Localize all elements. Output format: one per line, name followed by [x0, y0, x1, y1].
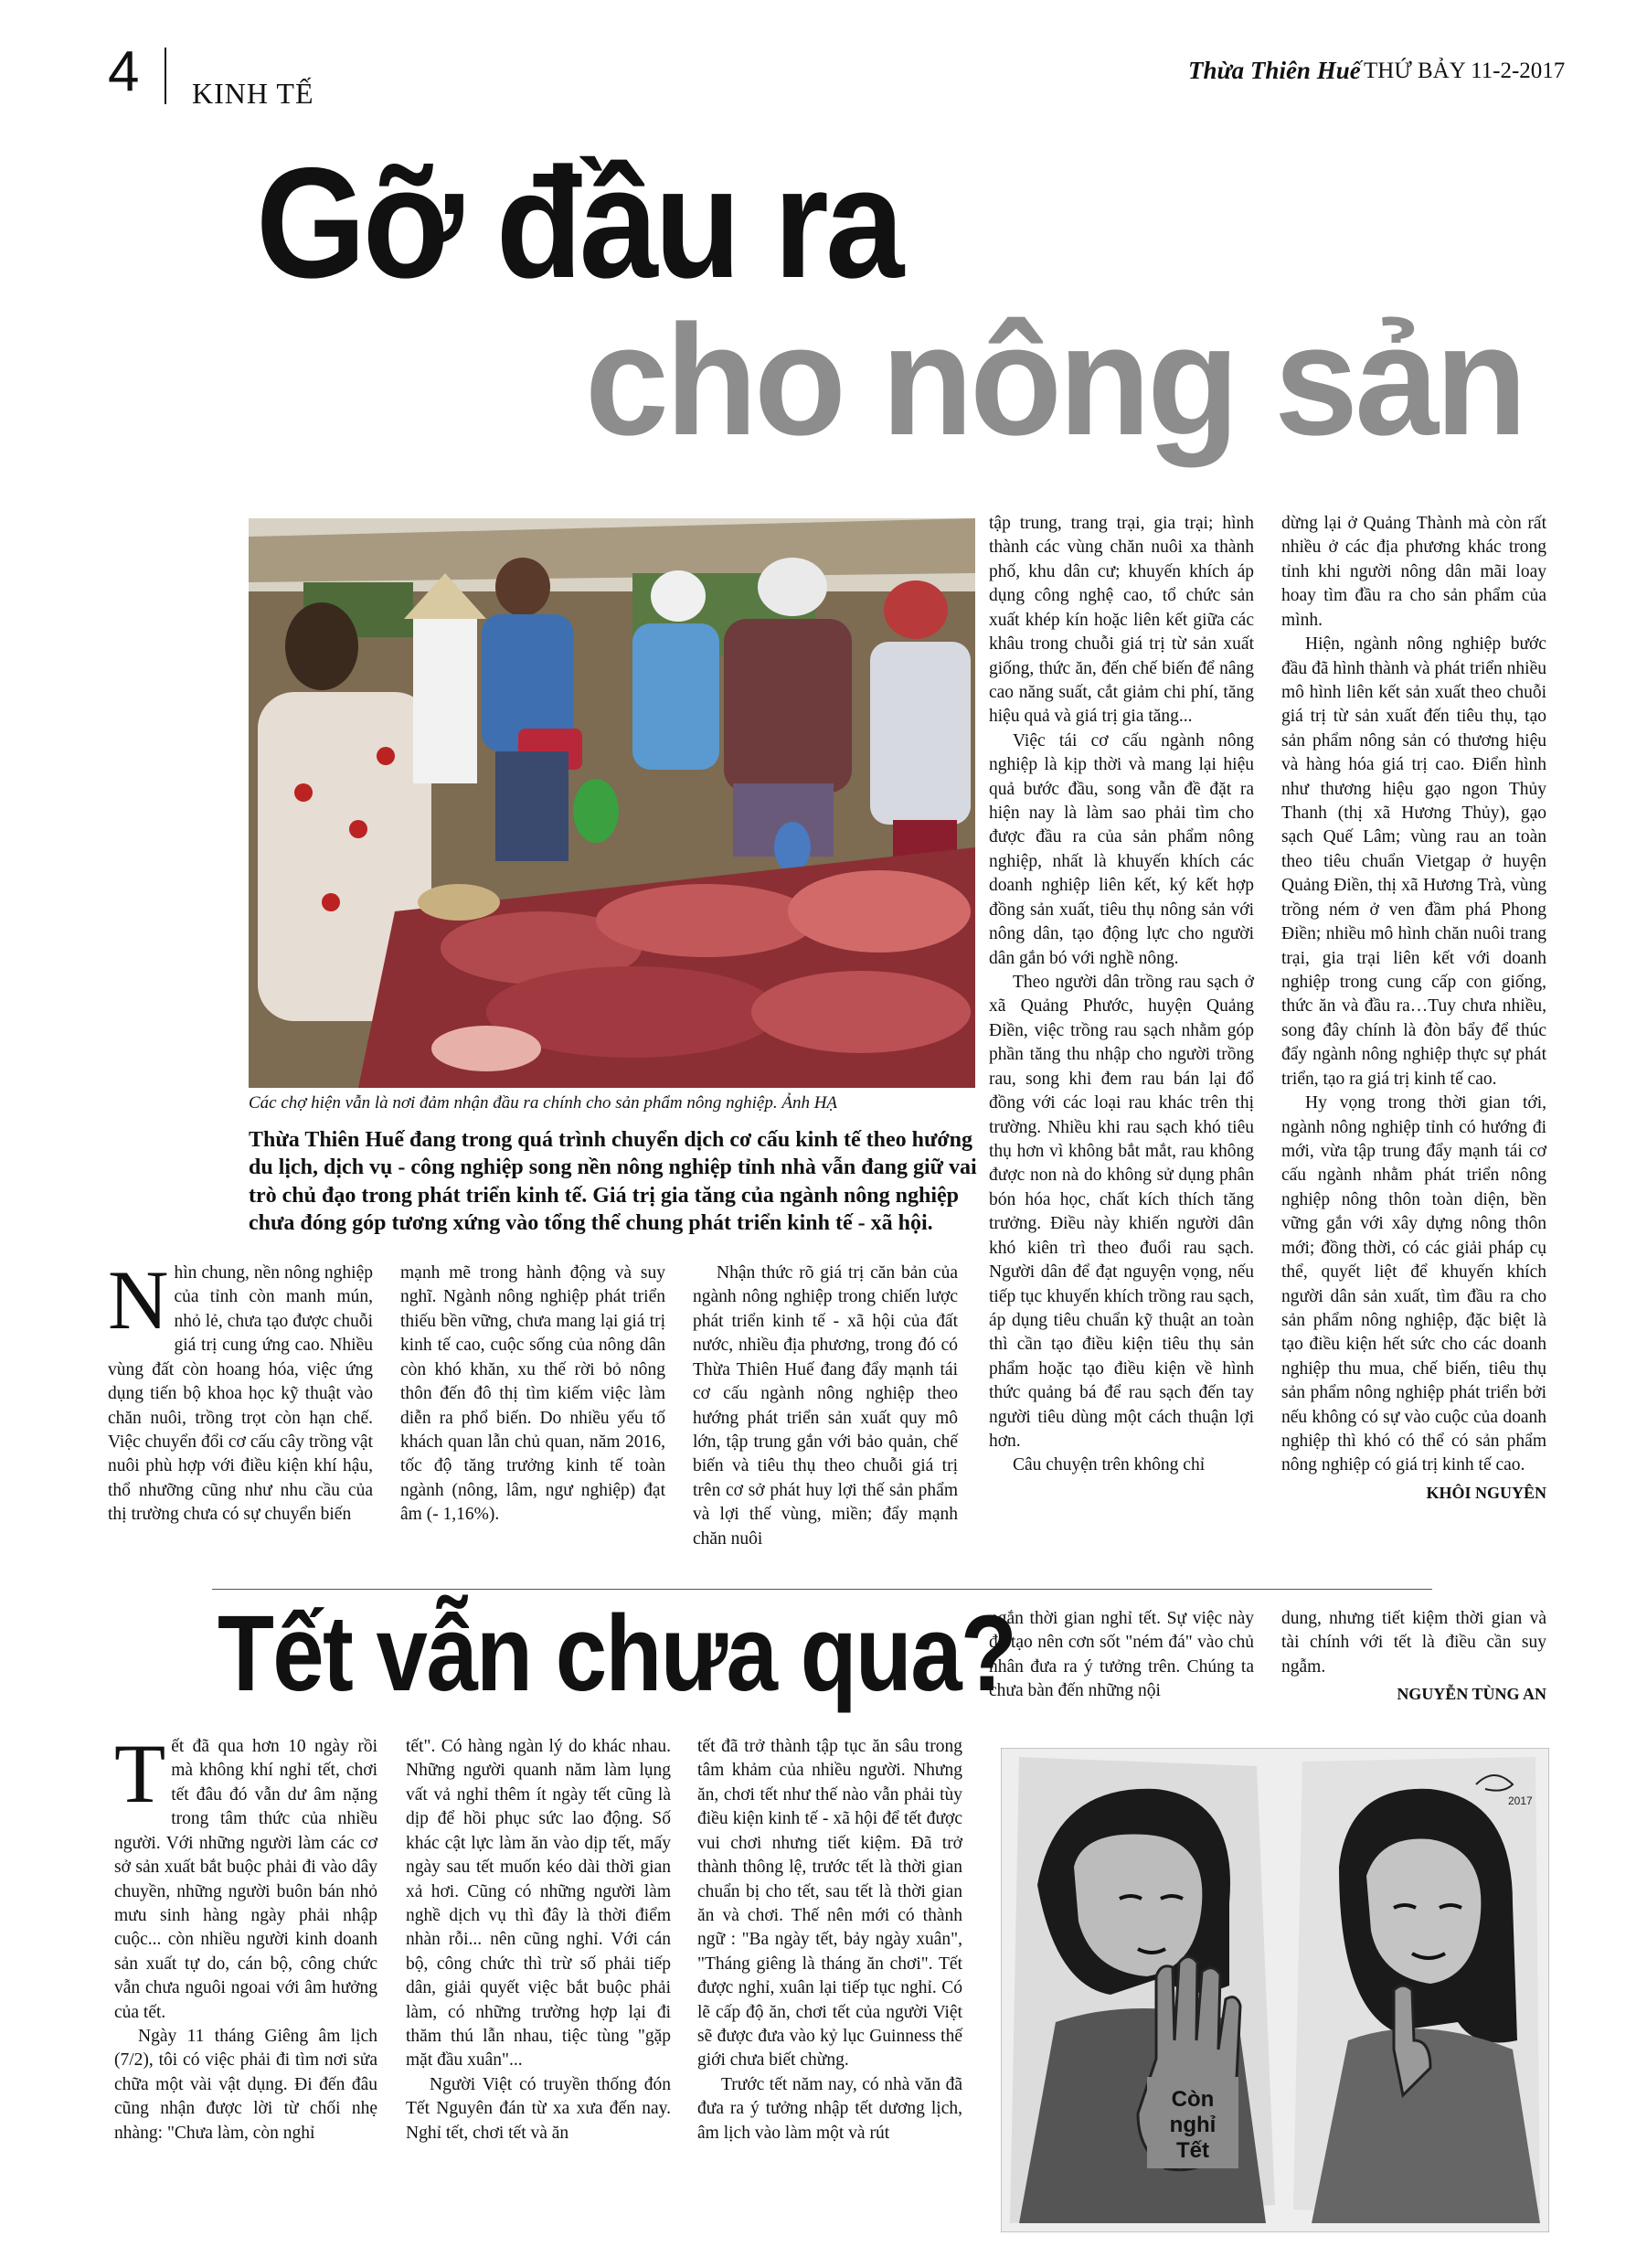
article1-col2-text: mạnh mẽ trong hành động và suy nghĩ. Ngành nông nghiệp phát triển thiếu bền vững, chưa mang lại giá trị kinh tế cao, cuộc sống của nông dân còn khó khăn, xu thế rời bỏ nông thôn đến đô thị tìm kiếm việc làm diễn ra phổ biến. Do nhiều yếu tố khách quan lẫn chủ quan, năm 2016, tốc độ tăng trưởng kinh tế toàn ngành (nông, lâm, ngư nghiệp) đạt âm (- 1,16%). [400, 1263, 665, 1525]
market-photo-illustration [249, 518, 975, 1088]
market-photo [249, 518, 975, 1088]
cartoon-text-line: Còn [1171, 2087, 1215, 2112]
article1-col4-paragraph: Câu chuyện trên không chỉ [1013, 1455, 1206, 1475]
issue-date: THỨ BẢY 11-2-2017 [1364, 59, 1566, 83]
article1-column-2 [400, 1262, 665, 1528]
article2-col1-text: ết đã qua hơn 10 ngày rồi mà không khí nghỉ tết, chơi tết đâu đó vẫn dư âm nặng trong tâm thức của nhiều người. Với những người làm các cơ sở sản xuất bắt buộc phải đi vào dây chuyền, những người buôn bán nhỏ mưu sinh hàng ngày phải nhập cuộc... còn nhiều người kinh doanh sản xuất tự do, cán bộ, công chức vẫn chưa nguôi ngoai với âm hưởng của tết. [114, 1737, 377, 2022]
section-label: KINH TẾ [192, 77, 314, 110]
article1-col4-paragraph: Theo người dân trồng rau sạch ở xã Quảng Phước, huyện Quảng Điền, việc trồng rau sạch nhằm góp phần tăng thu nhập cho người trồng rau, song khi đem rau bán lại đổ đồng với các loại rau khác trên thị trường. Nhiều khi rau sạch khó tiêu thụ hơn vì không bắt mắt, rau không được non nà do không sử dụng phân bón hóa học, chất kích thích tăng trưởng. Điều này khiến người dân khó kiên trì theo đuổi rau sạch. Người dân để đạt nguyện vọng, nếu tiếp tục khuyến khích trồng rau sạch, áp dụng tiêu chuẩn kỹ thuật an toàn thì cần tạo điều kiện tiêu thụ sản phẩm hoặc tạo điều kiện về hình thức quảng bá để rau sạch đến tay người tiêu dùng một cách thuận lợi hơn. [989, 973, 1254, 1452]
article1-author: KHÔI NGUYÊN [1426, 1483, 1546, 1502]
page-number: 4 [108, 40, 140, 103]
headline-line-1: Gỡ đầu ra [256, 135, 901, 311]
article2-column-1 [114, 1727, 377, 2146]
article2-column-5 [1281, 1607, 1546, 1706]
article2-column-4 [989, 1607, 1254, 1704]
cartoon-year: 2017 [1508, 1794, 1533, 1807]
article1-col4-paragraph: tập trung, trang trại, gia trại; hình thành các vùng chăn nuôi xa thành phố, khu dân cư; khuyến khích áp dụng công nghệ cao, tổ chức sản xuất khép kín hoặc liên kết giữa các khâu trong chuỗi giá trị từ sản xuất giống, thức ăn, đến chế biến để nâng cao năng suất, cắt giảm chi phí, tăng hiệu quả và giá trị gia tăng... [989, 514, 1254, 727]
dropcap: N [108, 1253, 169, 1347]
article1-col1-text: hìn chung, nền nông nghiệp của tỉnh còn manh mún, nhỏ lẻ, chưa tạo được chuỗi giá trị cung ứng cao. Nhiều vùng đất còn hoang hóa, việc ứng dụng tiến bộ khoa học kỹ thuật vào chăn nuôi, trồng trọt còn hạn chế. Việc chuyển đổi cơ cấu cây trồng vật nuôi phù hợp với điều kiện khí hậu, thổ nhưỡng cũng như nhu cầu của thị trường chưa có sự chuyển biến [108, 1263, 373, 1525]
article1-col5-paragraph: Hy vọng trong thời gian tới, ngành nông nghiệp tỉnh có hướng đi mới, vừa tập trung đẩy mạnh tái cơ cấu ngành nhằm phát triển nông nghiệp nông thôn toàn diện, bền vững gắn với xây dựng nông thôn mới; đồng thời, có các giải pháp cụ thể, quyết liệt để khuyến khích người dân sản xuất, tìm đầu ra cho sản phẩm nông nghiệp, đặc biệt là tạo điều kiện hết sức cho các doanh nghiệp thu mua, chế biến, tiêu thụ sản phẩm nông nghiệp phát triển bởi nếu không có sự vào cuộc của doanh nghiệp thì khó có thể có sản phẩm nông nghiệp có giá trị kinh tế cao. [1281, 1093, 1546, 1475]
article1-col3-text: Nhận thức rõ giá trị căn bản của ngành nông nghiệp trong chiến lược phát triển kinh tế - xã hội của đất nước, nhiều địa phương, trong đó có Thừa Thiên Huế đang đẩy mạnh tái cơ cấu ngành nông nghiệp theo hướng phát triển sản xuất quy mô lớn, tập trung gắn với bảo quản, chế biến và tiêu thụ theo chuỗi giá trị trên cơ sở phát huy lợi thế sản phẩm và lợi thế vùng, miền; đẩy mạnh chăn nuôi [693, 1263, 958, 1549]
article1-col5-paragraph: dừng lại ở Quảng Thành mà còn rất nhiều ở các địa phương khác trong tỉnh khi người nông dân mãi loay hoay tìm đầu ra cho sản phẩm của mình. [1281, 514, 1546, 630]
page-number-divider [165, 48, 166, 104]
photo-caption: Các chợ hiện vẫn là nơi đảm nhận đầu ra chính cho sản phẩm nông nghiệp. Ảnh HẠ [249, 1093, 838, 1113]
article2-column-2 [406, 1735, 671, 2146]
cartoon-text-line: Tết [1176, 2138, 1209, 2163]
article2-col1-paragraph: Ngày 11 tháng Giêng âm lịch (7/2), tôi có việc phải đi tìm nơi sửa chữa một vài vật dụng. Đi đến đâu cũng nhận được lời từ chối nhẹ nhàng: "Chưa làm, còn nghỉ [114, 2027, 377, 2143]
article2-col3-paragraph: tết đã trở thành tập tục ăn sâu trong tâm khảm của nhiều người. Nhưng ăn, chơi tết như thế nào vẫn phải tùy điều kiện kinh tế - xã hội để tết được vui chơi nhưng tiết kiệm. Đã trở thành thông lệ, trước tết là thời gian chuẩn bị cho tết, sau tết là thời gian ăn và chơi. Thế nên mới có thành ngữ : "Ba ngày tết, bảy ngày xuân", "Tháng giêng là tháng ăn chơi". Tết được nghỉ, xuân lại tiếp tục nghỉ. Có lẽ cấp độ ăn, chơi tết của người Việt sẽ được đưa vào kỷ lục Guinness thế giới chưa biết chừng. [697, 1737, 962, 2071]
headline-article-2: Tết vẫn chưa qua? [218, 1593, 1016, 1714]
article1-column-3 [693, 1262, 958, 1551]
article-lead: Thừa Thiên Huế đang trong quá trình chuyển dịch cơ cấu kinh tế theo hướng du lịch, dịch vụ - công nghiệp song nền nông nghiệp tỉnh nhà vẫn đang giữ vai trò chủ đạo trong phát triển kinh tế. Giá trị gia tăng của ngành nông nghiệp chưa đóng góp tương xứng vào tổng thể chung phát triển kinh tế - xã hội. [249, 1128, 977, 1236]
article2-col2-paragraph: Người Việt có truyền thống đón Tết Nguyên đán từ xa xưa đến nay. Nghỉ tết, chơi tết và ăn [406, 2074, 671, 2143]
headline-line-2: cho nông sản [585, 293, 1525, 468]
cartoon-illustration [1001, 1748, 1549, 2232]
article2-column-3 [697, 1735, 962, 2146]
article1-column-4 [989, 512, 1254, 1478]
article2-col5-text: dung, nhưng tiết kiệm thời gian và tài chính với tết là điều cần suy ngẫm. [1281, 1609, 1546, 1677]
article1-col1-paragraph [108, 1253, 373, 1528]
article2-author: NGUYỄN TÙNG AN [1397, 1685, 1546, 1704]
article1-column-5 [1281, 512, 1546, 1504]
article1-col5-paragraph: Hiện, ngành nông nghiệp bước đầu đã hình thành và phát triển nhiều mô hình liên kết sản xuất theo chuỗi giá trị từ sản xuất đến tiêu thụ, tạo sản phẩm nông sản có thương hiệu và hàng hóa giá trị cao. Điển hình như thương hiệu gạo ngon Thủy Thanh (thị xã Hương Thủy), gạo sạch Quế Lâm; vùng rau an toàn theo tiêu chuẩn Vietgap ở huyện Quảng Điền, thị xã Hương Trà, vùng trồng ném ở ven đầm phá Phong Điền; nhiều mô hình chăn nuôi trang trại, gia trại liên kết với doanh nghiệp trong cung cấp con giống, thức ăn và đầu ra…Tuy chưa nhiều, song đây chính là đòn bẩy để thúc đẩy ngành nông nghiệp thực sự phát triển, tạo ra giá trị kinh tế cao. [1281, 634, 1546, 1089]
cartoon-text-line: nghỉ [1169, 2113, 1217, 2137]
dropcap: T [114, 1727, 166, 1820]
article2-col2-paragraph: tết". Có hàng ngàn lý do khác nhau. Những người quanh năm làm lụng vất vả nghỉ thêm ít ngày tết cũng là dịp để hồi phục sức lao động. Số khác cật lực làm ăn vào dịp tết, mấy ngày sau tết muốn kéo dài thời gian xả hơi. Cũng có những người làm nghề dịch vụ thì đây là thời điểm nhàn rỗi... nên cũng nghỉ. Với cán bộ, công chức thì trừ số phải tiếp dân, giải quyết việc bắt buộc phải làm, có những trường hợp lại đi thăm thú lẫn nhau, tiệc tùng "gặp mặt đầu xuân"... [406, 1737, 671, 2071]
newspaper-name: Thừa Thiên Huế [1188, 57, 1361, 84]
article-divider [212, 1589, 1432, 1590]
article2-col3-paragraph: Trước tết năm nay, có nhà văn đã đưa ra ý tưởng nhập tết dương lịch, âm lịch vào làm một và rút [697, 2074, 962, 2143]
article2-col4-text: ngắn thời gian nghỉ tết. Sự việc này đã tạo nên cơn sốt "ném đá" vào chủ nhân đưa ra ý tưởng trên. Chúng ta chưa bàn đến những nội [989, 1609, 1254, 1701]
article2-col1-paragraph [114, 1727, 377, 2025]
article1-column-1 [108, 1253, 373, 1528]
article1-col4-paragraph: Việc tái cơ cấu ngành nông nghiệp là kịp thời và mang lại hiệu quả bước đầu, song vẫn đề đặt ra hiện nay là làm sao phải tìm cho được đầu ra của sản phẩm nông nghiệp, nhất là khuyến khích các doanh nghiệp liên kết, ký kết hợp đồng sản xuất, tiêu thụ nông sản với nông dân, tạo động lực cho người dân gắn bó với nghề nông. [989, 730, 1254, 968]
cartoon-drawing [1001, 1748, 1549, 2232]
